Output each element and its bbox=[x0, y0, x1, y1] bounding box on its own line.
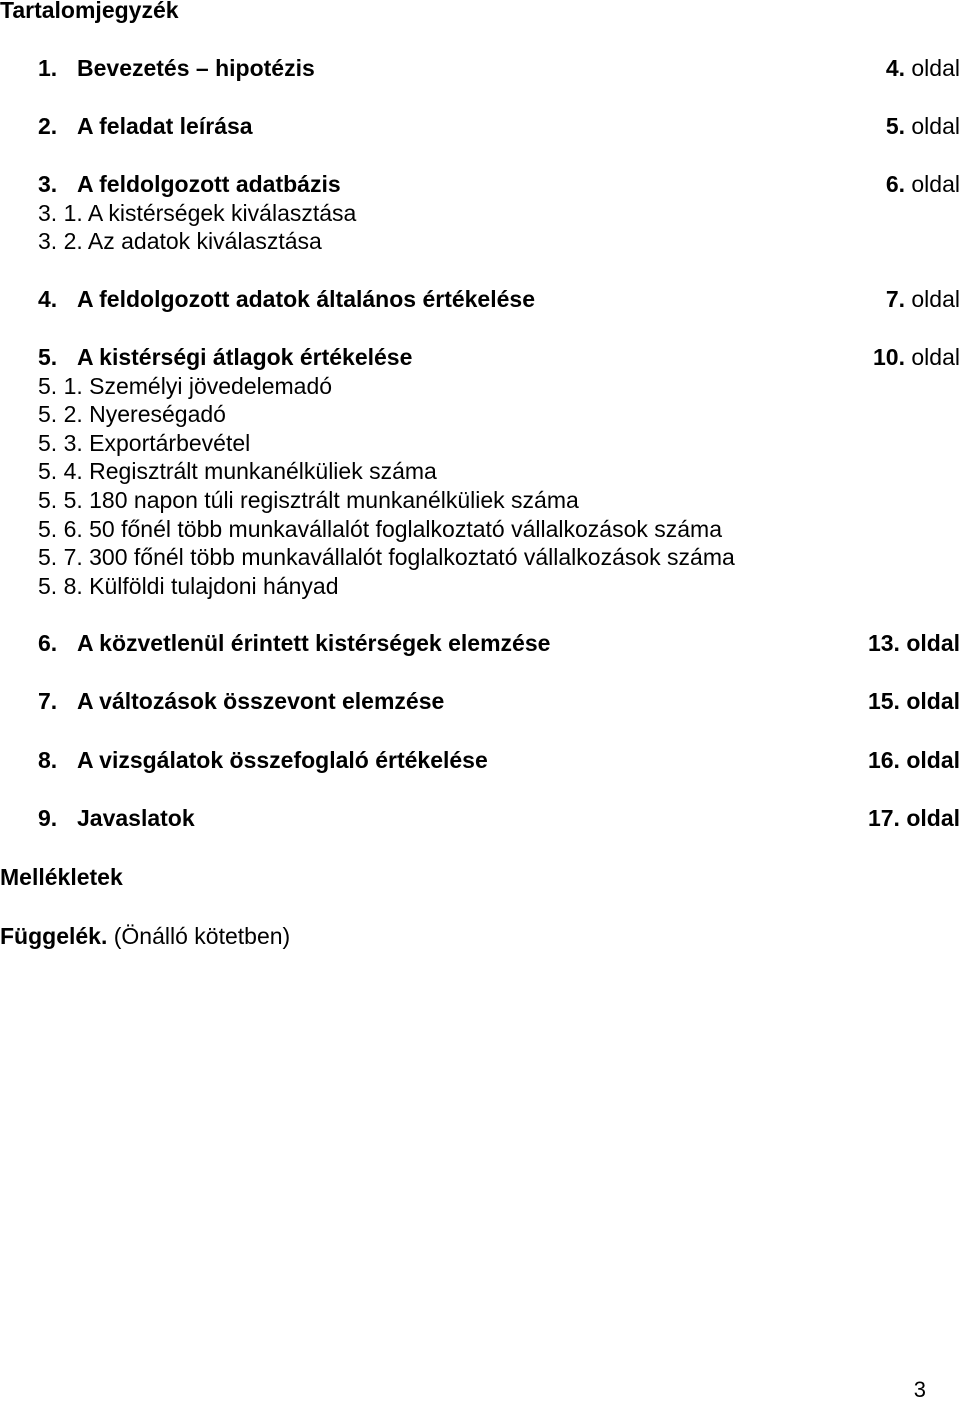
supplement-note: (Önálló kötetben) bbox=[113, 923, 291, 949]
chapter-page-ref bbox=[886, 113, 960, 139]
page-ref-word: oldal bbox=[911, 113, 960, 139]
chapter-title: A közvetlenül érintett kistérségek elemzése bbox=[77, 630, 551, 656]
chapter-page-ref bbox=[873, 344, 960, 370]
supplement-label: Függelék. bbox=[0, 923, 108, 949]
chapter-number: 4. bbox=[38, 286, 58, 312]
subsection-item: 3. 1. A kistérségek kiválasztása bbox=[38, 199, 357, 226]
chapter-page-ref bbox=[868, 805, 960, 831]
chapter-title: Bevezetés – hipotézis bbox=[77, 55, 315, 81]
page-ref-number: 15. bbox=[867, 688, 900, 714]
chapter-title: A feldolgozott adatok általános értékelése bbox=[77, 286, 535, 312]
subsection-item: 5. 7. 300 főnél több munkavállalót foglalkoztató vállalkozások száma bbox=[38, 544, 735, 571]
chapter-number: 6. bbox=[38, 630, 58, 656]
page-ref-number: 16. bbox=[867, 747, 900, 773]
chapter-title: A feldolgozott adatbázis bbox=[77, 171, 341, 197]
subsection-item: 5. 6. 50 főnél több munkavállalót foglalkoztató vállalkozások száma bbox=[38, 515, 723, 542]
page-ref-number: 5. bbox=[885, 113, 905, 139]
page-ref-number: 7. bbox=[885, 286, 905, 312]
page-ref-word: oldal bbox=[906, 805, 960, 831]
chapter-page-ref bbox=[886, 55, 960, 81]
subsection-item: 5. 4. Regisztrált munkanélküliek száma bbox=[38, 458, 437, 485]
chapter-page-ref bbox=[868, 747, 960, 773]
chapter-page-ref bbox=[886, 286, 960, 312]
subsection-item: 5. 5. 180 napon túli regisztrált munkanélküliek száma bbox=[38, 487, 579, 513]
chapter-number: 2. bbox=[38, 113, 58, 139]
page-title: Tartalomjegyzék bbox=[0, 0, 179, 23]
page-ref-word: oldal bbox=[911, 171, 960, 197]
chapter-title: A vizsgálatok összefoglaló értékelése bbox=[77, 747, 488, 773]
chapter-number: 7. bbox=[38, 688, 58, 714]
subsection-item: 5. 2. Nyereségadó bbox=[38, 401, 226, 428]
subsection-item: 5. 3. Exportárbevétel bbox=[38, 429, 251, 456]
chapter-number: 9. bbox=[38, 805, 58, 831]
chapter-title: A feladat leírása bbox=[77, 113, 253, 139]
page-ref-word: oldal bbox=[911, 55, 960, 81]
chapter-page-ref bbox=[868, 688, 960, 714]
page-number: 3 bbox=[913, 1377, 926, 1402]
chapter-number: 5. bbox=[38, 344, 58, 370]
subsection-item: 5. 1. Személyi jövedelemadó bbox=[38, 372, 333, 399]
page-ref-number: 4. bbox=[885, 55, 905, 81]
page-ref-word: oldal bbox=[911, 286, 960, 312]
page-ref-number: 13. bbox=[867, 630, 900, 656]
chapter-title: Javaslatok bbox=[77, 805, 195, 831]
subsection-item: 3. 2. Az adatok kiválasztása bbox=[38, 228, 322, 255]
supplement-line bbox=[0, 923, 290, 949]
page-ref-word: oldal bbox=[911, 344, 960, 370]
subsection-item: 5. 8. Külföldi tulajdoni hányad bbox=[38, 572, 339, 599]
chapter-number: 8. bbox=[38, 747, 58, 773]
chapter-title: A kistérségi átlagok értékelése bbox=[77, 344, 413, 370]
page-ref-word: oldal bbox=[906, 688, 960, 714]
page-ref-word: oldal bbox=[906, 747, 960, 773]
chapter-number: 3. bbox=[38, 171, 58, 197]
page-ref-number: 10. bbox=[873, 344, 905, 370]
chapter-page-ref bbox=[886, 171, 960, 197]
chapter-number: 1. bbox=[38, 55, 58, 81]
chapter-page-ref bbox=[868, 630, 960, 656]
page-ref-number: 6. bbox=[885, 171, 905, 197]
page-ref-number: 17. bbox=[867, 805, 900, 831]
chapter-title: A változások összevont elemzése bbox=[77, 688, 445, 714]
page-ref-word: oldal bbox=[906, 630, 960, 656]
appendix-heading: Mellékletek bbox=[0, 864, 123, 890]
